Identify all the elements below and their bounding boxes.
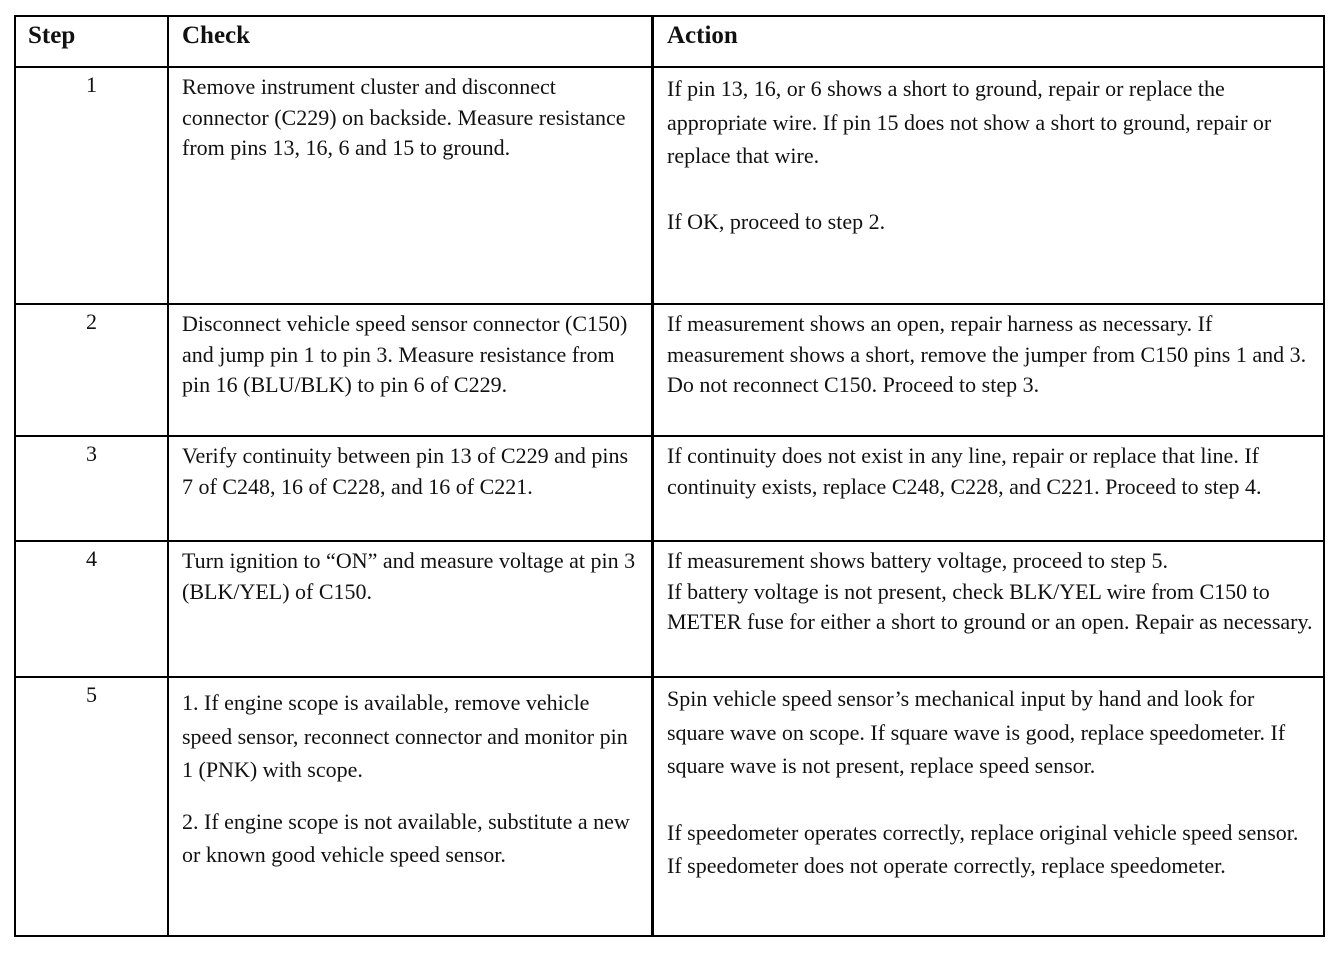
- check-text: 2. If engine scope is not available, substitute a new or known good vehicle speed sensor.: [182, 808, 630, 867]
- check-cell: [169, 542, 654, 676]
- check-text: Disconnect vehicle speed sensor connector (C150) and jump pin 1 to pin 3. Measure resistance from pin 16 (BLU/BLK) to pin 6 of C229.: [182, 311, 628, 397]
- action-cell: [654, 542, 1323, 676]
- step-number: 5: [16, 678, 169, 935]
- check-cell: [169, 678, 654, 935]
- check-text: 1. If engine scope is available, remove vehicle speed sensor, reconnect connector and monitor pin 1 (PNK) with scope.: [182, 690, 628, 782]
- header-check: Check: [169, 17, 654, 66]
- diagnostic-table: [14, 15, 1325, 937]
- action-text: If continuity does not exist in any line, repair or replace that line. If continuity exists, replace C248, C228, and C221. Proceed to step 4.: [667, 443, 1262, 499]
- table-row: [16, 678, 1323, 935]
- step-number: 2: [16, 305, 169, 435]
- action-cell: [654, 678, 1323, 935]
- action-cell: [654, 437, 1323, 540]
- check-cell: [169, 305, 654, 435]
- action-cell: [654, 305, 1323, 435]
- table-row: [16, 305, 1323, 437]
- check-text: Verify continuity between pin 13 of C229 and pins 7 of C248, 16 of C228, and 16 of C221.: [182, 443, 629, 499]
- check-cell: [169, 437, 654, 540]
- header-action: Action: [667, 22, 738, 49]
- step-number: 4: [16, 542, 169, 676]
- action-text: Spin vehicle speed sensor’s mechanical input by hand and look for square wave on scope. If square wave is good, replace speedometer. If square wave is not present, replace speed sensor.: [667, 686, 1286, 778]
- action-text: If speedometer operates correctly, replace original vehicle speed sensor. If speedometer does not operate correctly, replace speedometer.: [667, 819, 1299, 878]
- header-step: Step: [16, 17, 169, 66]
- action-text: If OK, proceed to step 2.: [667, 208, 886, 234]
- check-text: Turn ignition to “ON” and measure voltage at pin 3 (BLK/YEL) of C150.: [182, 548, 636, 604]
- table-row: [16, 542, 1323, 678]
- action-text: If measurement shows an open, repair harness as necessary. If measurement shows a short, remove the jumper from C150 pins 1 and 3. Do not reconnect C150. Proceed to step 3.: [667, 311, 1307, 397]
- action-cell: [654, 68, 1323, 303]
- action-text: If measurement shows battery voltage, proceed to step 5.: [667, 548, 1168, 573]
- check-text: Remove instrument cluster and disconnect connector (C229) on backside. Measure resistance from pins 13, 16, 6 and 15 to ground.: [182, 74, 626, 160]
- table-row: [16, 437, 1323, 542]
- step-number: 3: [16, 437, 169, 540]
- action-text: If battery voltage is not present, check BLK/YEL wire from C150 to METER fuse for either a short to ground or an open. Repair as necessary.: [667, 578, 1313, 634]
- action-text: If pin 13, 16, or 6 shows a short to ground, repair or replace the appropriate wire. If pin 15 does not show a short to ground, repair or replace that wire.: [667, 76, 1272, 168]
- step-number: 1: [16, 68, 169, 303]
- check-cell: [169, 68, 654, 303]
- header-row: [16, 17, 1323, 68]
- table-row: [16, 68, 1323, 305]
